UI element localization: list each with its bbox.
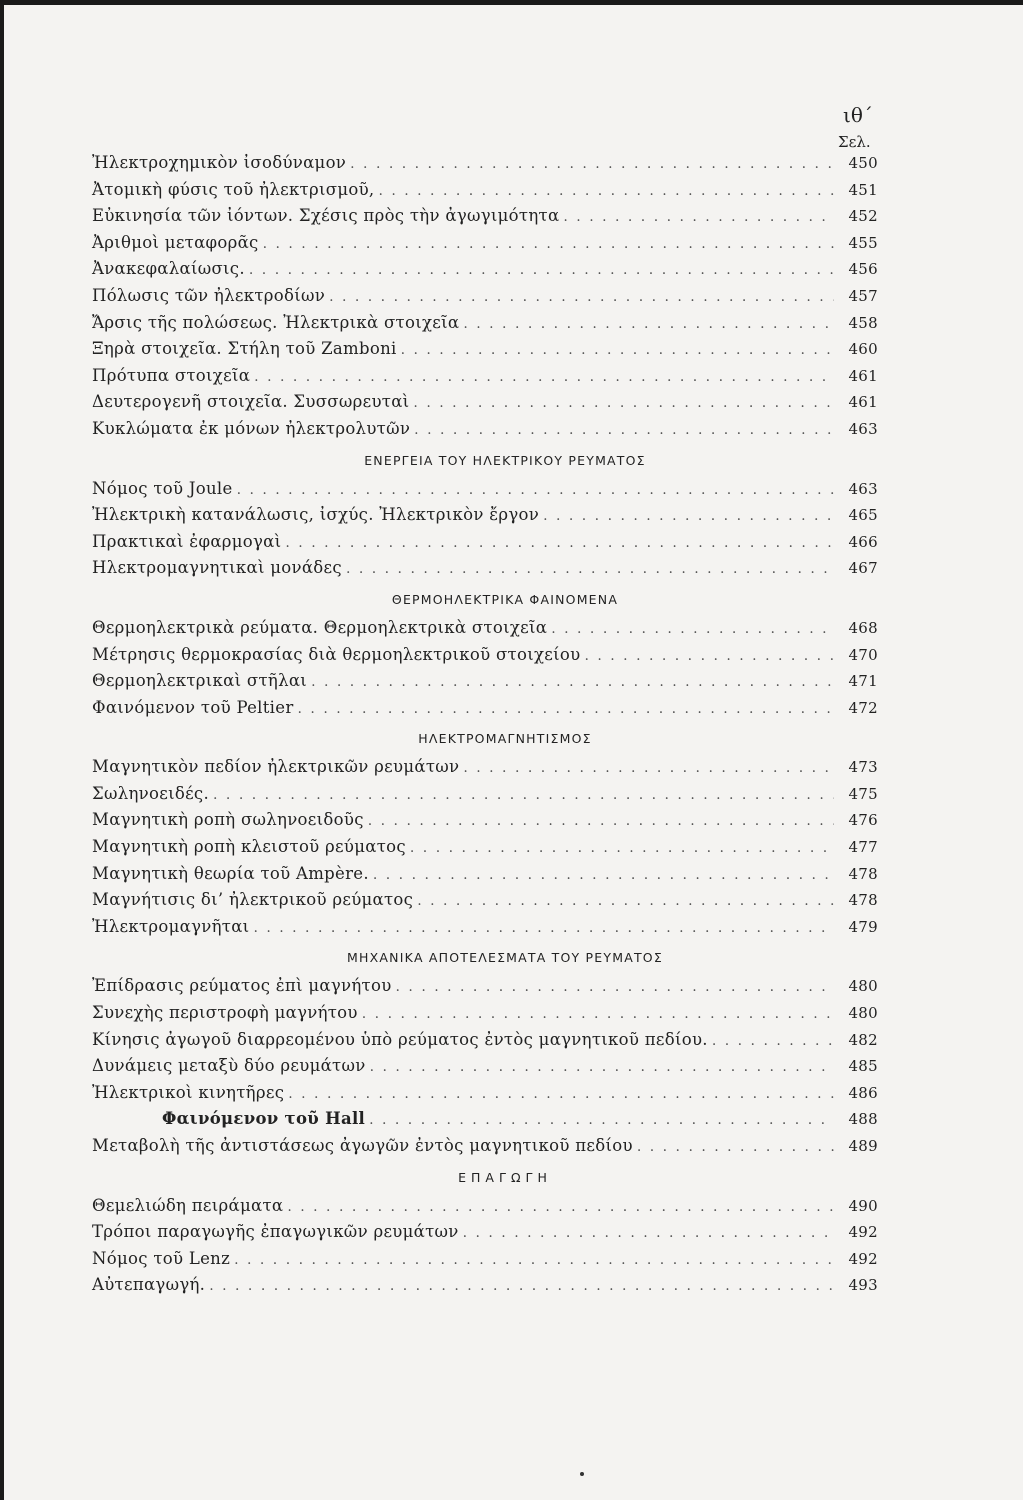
toc-entry <box>92 336 878 363</box>
section-heading: ΘΕΡΜΟΗΛΕΚΤΡΙΚΑ ΦΑΙΝΟΜΕΝΑ <box>391 591 619 607</box>
toc-entry-page: 479 <box>848 917 878 936</box>
toc-entry <box>92 1106 878 1133</box>
toc-entry-page: 477 <box>848 838 878 857</box>
toc-entry-page: 460 <box>848 340 878 359</box>
dot-leader <box>463 1220 834 1247</box>
toc-entry-page: 482 <box>848 1030 878 1049</box>
toc-entry-title: Ξηρὰ στοιχεῖα. Στήλη τοῦ Zamboni <box>92 339 397 359</box>
toc-entry-page: 461 <box>848 393 878 412</box>
toc-entry-page: 455 <box>848 233 878 252</box>
toc-entry-page: 492 <box>848 1249 878 1268</box>
dot-leader <box>463 311 834 338</box>
dot-leader <box>329 284 834 311</box>
toc-entry-title: Νόμος τοῦ Lenz <box>92 1248 231 1268</box>
toc-entry-page: 471 <box>848 672 878 691</box>
toc-entry-title: Ἀριθμοὶ μεταφορᾶς <box>92 232 259 252</box>
toc-entry <box>92 754 878 781</box>
toc-entry <box>92 1193 878 1220</box>
dot-leader <box>209 1273 834 1300</box>
toc-entry-page: 493 <box>848 1276 878 1295</box>
toc-entry-page: 476 <box>848 811 878 830</box>
toc-entry-page: 468 <box>848 618 878 637</box>
toc-entry <box>92 150 878 177</box>
dot-leader <box>410 835 834 862</box>
toc-entry-title: Μέτρησις θερμοκρασίας διὰ θερμοηλεκτρικοῦ στοιχείου <box>92 644 581 664</box>
dot-leader <box>712 1028 834 1055</box>
dot-leader <box>378 178 834 205</box>
toc-entry <box>92 615 878 642</box>
toc-entry <box>92 310 878 337</box>
toc-entry-title: Νόμος τοῦ Joule <box>92 478 233 498</box>
dot-leader <box>213 782 834 809</box>
toc-entry-title: Δευτερογενῆ στοιχεῖα. Συσσωρευταὶ <box>92 392 410 412</box>
toc-entry-page: 456 <box>848 260 878 279</box>
toc-entry <box>92 887 878 914</box>
dot-leader <box>584 643 834 670</box>
toc-entry <box>92 1272 878 1299</box>
dot-leader <box>346 556 834 583</box>
dot-leader <box>637 1134 834 1161</box>
toc-entry-title: Ἄρσις τῆς πολώσεως. Ἠλεκτρικὰ στοιχεῖα <box>92 312 460 332</box>
dot-leader <box>551 616 834 643</box>
toc-entry-page: 450 <box>848 154 878 172</box>
toc-entry <box>92 914 878 941</box>
dot-leader <box>253 915 834 942</box>
toc-entry-page: 488 <box>848 1110 878 1129</box>
toc-entry-title: Ἀνακεφαλαίωσις. <box>92 259 245 279</box>
dot-leader <box>249 257 834 284</box>
toc-entry-page: 470 <box>848 645 878 664</box>
dot-leader <box>369 1107 834 1134</box>
toc-entry-page: 486 <box>848 1083 878 1102</box>
toc-entry-page: 467 <box>848 559 878 578</box>
toc-entry <box>92 973 878 1000</box>
dot-leader <box>463 755 834 782</box>
toc-entry-page: 478 <box>848 891 878 910</box>
toc-entry-title: Συνεχὴς περιστροφὴ μαγνήτου <box>92 1003 358 1023</box>
toc-entry <box>92 203 878 230</box>
toc-entry-title: Μαγνητικὴ ροπὴ κλειστοῦ ρεύματος <box>92 837 406 857</box>
toc-entry-page: 473 <box>848 758 878 777</box>
dot-leader <box>288 1081 834 1108</box>
toc-entry-page: 480 <box>848 977 878 996</box>
toc-entry <box>92 807 878 834</box>
toc-entry-page: 452 <box>848 207 878 226</box>
dot-leader <box>362 1001 834 1028</box>
toc-entry <box>92 555 878 582</box>
page-edge-left <box>0 0 4 1500</box>
toc-entry-title: Ηλεκτρομαγνητικαὶ μονάδες <box>92 558 342 578</box>
toc-entry-title: Πόλωσις τῶν ἠλεκτροδίων <box>92 285 326 305</box>
toc-entry <box>92 1027 878 1054</box>
toc-entry-title: Αὐτεπαγωγή. <box>92 1275 206 1295</box>
toc-entry-title: Κίνησις ἀγωγοῦ διαρρεομένου ὑπὸ ρεύματος ἐντὸς μαγνητικοῦ πεδίου. <box>92 1029 708 1049</box>
toc-entry-page: 458 <box>848 313 878 332</box>
toc-entry <box>92 668 878 695</box>
dot-leader <box>563 204 834 231</box>
toc-entry <box>92 1000 878 1027</box>
section-heading: ΜΗΧΑΝΙΚΑ ΑΠΟΤΕΛΕΣΜΑΤΑ ΤΟΥ ΡΕΥΜΑΤΟΣ <box>347 950 663 966</box>
toc-entry-title: Μαγνητικὴ θεωρία τοῦ Ampère. <box>92 863 369 883</box>
dot-leader <box>234 1247 834 1274</box>
toc-entry-page: 475 <box>848 784 878 803</box>
toc-entry-page: 480 <box>848 1004 878 1023</box>
toc-entry-title: Θερμοηλεκτρικὰ ρεύματα. Θερμοηλεκτρικὰ στοιχεῖα <box>92 617 548 637</box>
dot-leader <box>254 364 834 391</box>
toc-entry-title: Δυνάμεις μεταξὺ δύο ρευμάτων <box>92 1056 366 1076</box>
toc-entry-title: Ἠλεκτρικὴ κατανάλωσις, ἰσχύς. Ἠλεκτρικὸν ἔργον <box>92 505 540 525</box>
toc-entry <box>92 389 878 416</box>
dot-leader <box>414 417 834 444</box>
toc-entry-title: Πρότυπα στοιχεῖα <box>92 365 251 385</box>
dot-leader <box>396 974 834 1001</box>
toc-entry-title: Ἀτομικὴ φύσις τοῦ ἠλεκτρισμοῦ, <box>92 179 375 199</box>
toc-entry-title: Φαινόμενον τοῦ Peltier <box>92 697 294 717</box>
toc-entry <box>92 256 878 283</box>
dot-leader <box>311 669 834 696</box>
dot-leader <box>237 477 834 504</box>
toc-entry-title: Μαγνητικὴ ροπὴ σωληνοειδοῦς <box>92 810 364 830</box>
dot-leader <box>263 231 834 258</box>
toc-entry-page: 466 <box>848 532 878 551</box>
toc-entry <box>92 1053 878 1080</box>
toc-entry-title: Ἐπίδρασις ρεύματος ἐπὶ μαγνήτου <box>92 976 392 996</box>
toc-entry <box>92 1080 878 1107</box>
toc-entry <box>92 781 878 808</box>
toc-entry-page: 489 <box>848 1137 878 1155</box>
dot-leader <box>543 503 834 530</box>
toc-entry-page: 492 <box>848 1223 878 1242</box>
table-of-contents <box>92 150 878 1299</box>
toc-entry <box>92 1133 878 1160</box>
toc-entry-page: 451 <box>848 180 878 199</box>
print-speck <box>580 1472 584 1476</box>
toc-entry <box>92 283 878 310</box>
toc-entry-page: 478 <box>848 864 878 883</box>
dot-leader <box>350 151 834 178</box>
toc-entry-page: 463 <box>848 419 878 438</box>
toc-entry-page: 472 <box>848 698 878 717</box>
toc-entry-title: Μαγνητικὸν πεδίον ἠλεκτρικῶν ρευμάτων <box>92 757 460 777</box>
toc-entry <box>92 502 878 529</box>
toc-entry-title: Εὐκινησία τῶν ἰόντων. Σχέσις πρὸς τὴν ἀγωγιμότητα <box>92 206 560 226</box>
toc-entry-page: 465 <box>848 506 878 525</box>
dot-leader <box>287 1194 834 1221</box>
page-number: ιθ΄ <box>843 103 873 127</box>
toc-entry <box>92 416 878 443</box>
toc-entry <box>92 476 878 503</box>
toc-entry <box>92 1219 878 1246</box>
section-heading: ΗΛΕΚΤΡΟΜΑΓΝΗΤΙΣΜΟΣ <box>418 731 592 747</box>
section-heading: ΕΠΑΓΩΓΗ <box>458 1169 552 1185</box>
toc-entry-title: Κυκλώματα ἐκ μόνων ἠλεκτρολυτῶν <box>92 418 411 438</box>
toc-entry <box>92 861 878 888</box>
dot-leader <box>285 530 834 557</box>
dot-leader <box>368 808 834 835</box>
dot-leader <box>417 888 834 915</box>
toc-entry <box>92 230 878 257</box>
toc-entry-page: 463 <box>848 479 878 498</box>
toc-entry-title: Σωληνοειδές. <box>92 783 210 803</box>
toc-entry-title: Τρόποι παραγωγῆς ἐπαγωγικῶν ρευμάτων <box>92 1222 459 1242</box>
dot-leader <box>298 696 834 723</box>
page-column-label: Σελ. <box>838 133 871 151</box>
page-edge-top <box>0 0 1023 5</box>
toc-entry <box>92 1246 878 1273</box>
toc-entry-title: Θεμελιώδη πειράματα <box>92 1195 284 1215</box>
toc-entry-title: Πρακτικαὶ ἐφαρμογαὶ <box>92 531 282 551</box>
toc-entry-title: Ἠλεκτροχημικὸν ἰσοδύναμον <box>92 153 347 172</box>
toc-entry-title: Θερμοηλεκτρικαὶ στῆλαι <box>92 671 308 691</box>
toc-entry <box>92 363 878 390</box>
toc-entry-title: Μεταβολὴ τῆς ἀντιστάσεως ἀγωγῶν ἐντὸς μαγνητικοῦ πεδίου <box>92 1136 633 1155</box>
toc-entry-page: 490 <box>848 1196 878 1215</box>
dot-leader <box>373 862 834 889</box>
toc-entry-title: Φαινόμενον τοῦ Hall <box>162 1109 366 1129</box>
toc-entry <box>92 834 878 861</box>
toc-entry-title: Μαγνήτισις δι’ ἠλεκτρικοῦ ρεύματος <box>92 890 414 910</box>
toc-entry-page: 485 <box>848 1057 878 1076</box>
toc-entry-page: 457 <box>848 286 878 305</box>
dot-leader <box>413 390 834 417</box>
section-heading: ΕΝΕΡΓΕΙΑ ΤΟΥ ΗΛΕΚΤΡΙΚΟΥ ΡΕΥΜΑΤΟΣ <box>364 452 646 468</box>
toc-entry <box>92 177 878 204</box>
dot-leader <box>370 1054 834 1081</box>
toc-entry <box>92 642 878 669</box>
toc-entry-title: Ἠλεκτρικοὶ κινητῆρες <box>92 1082 285 1102</box>
dot-leader <box>401 337 834 364</box>
toc-entry-title: Ἠλεκτρομαγνῆται <box>92 916 250 936</box>
toc-entry <box>92 529 878 556</box>
toc-entry <box>92 695 878 722</box>
toc-entry-page: 461 <box>848 366 878 385</box>
